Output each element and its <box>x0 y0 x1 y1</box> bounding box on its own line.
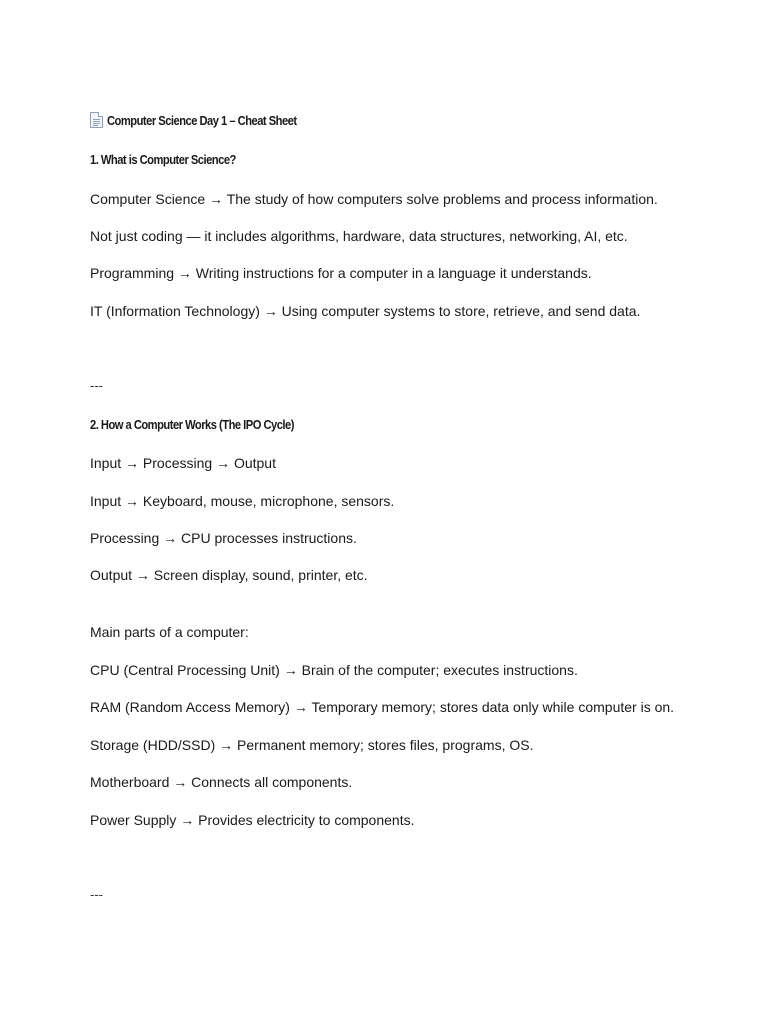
paragraph: Computer Science → The study of how computers solve problems and process information. <box>90 191 658 207</box>
paragraph: Input → Keyboard, mouse, microphone, sensors. <box>90 493 395 509</box>
section-heading: 2. How a Computer Works (The IPO Cycle) <box>90 417 294 432</box>
list-item: Storage (HDD/SSD) → Permanent memory; stores files, programs, OS. <box>90 737 534 753</box>
section-separator: --- <box>90 887 103 902</box>
subheading: Main parts of a computer: <box>90 624 249 640</box>
list-item: Motherboard → Connects all components. <box>90 774 353 790</box>
paragraph: Processing → CPU processes instructions. <box>90 530 357 546</box>
paragraph: Input → Processing → Output <box>90 455 276 471</box>
document-title: Computer Science Day 1 – Cheat Sheet <box>107 112 297 128</box>
document-icon <box>90 112 103 128</box>
list-item: Power Supply → Provides electricity to components. <box>90 812 415 828</box>
paragraph: IT (Information Technology) → Using computer systems to store, retrieve, and send data. <box>90 303 641 319</box>
section-separator: --- <box>90 378 103 393</box>
list-item: CPU (Central Processing Unit) → Brain of the computer; executes instructions. <box>90 662 578 678</box>
paragraph: Programming → Writing instructions for a computer in a language it understands. <box>90 265 592 281</box>
list-item: RAM (Random Access Memory) → Temporary memory; stores data only while computer is on. <box>90 699 675 715</box>
paragraph: Not just coding — it includes algorithms, hardware, data structures, networking, AI, etc. <box>90 228 628 244</box>
section-heading: 1. What is Computer Science? <box>90 152 236 167</box>
document-title-row <box>90 112 327 128</box>
paragraph: Output → Screen display, sound, printer, etc. <box>90 567 368 583</box>
